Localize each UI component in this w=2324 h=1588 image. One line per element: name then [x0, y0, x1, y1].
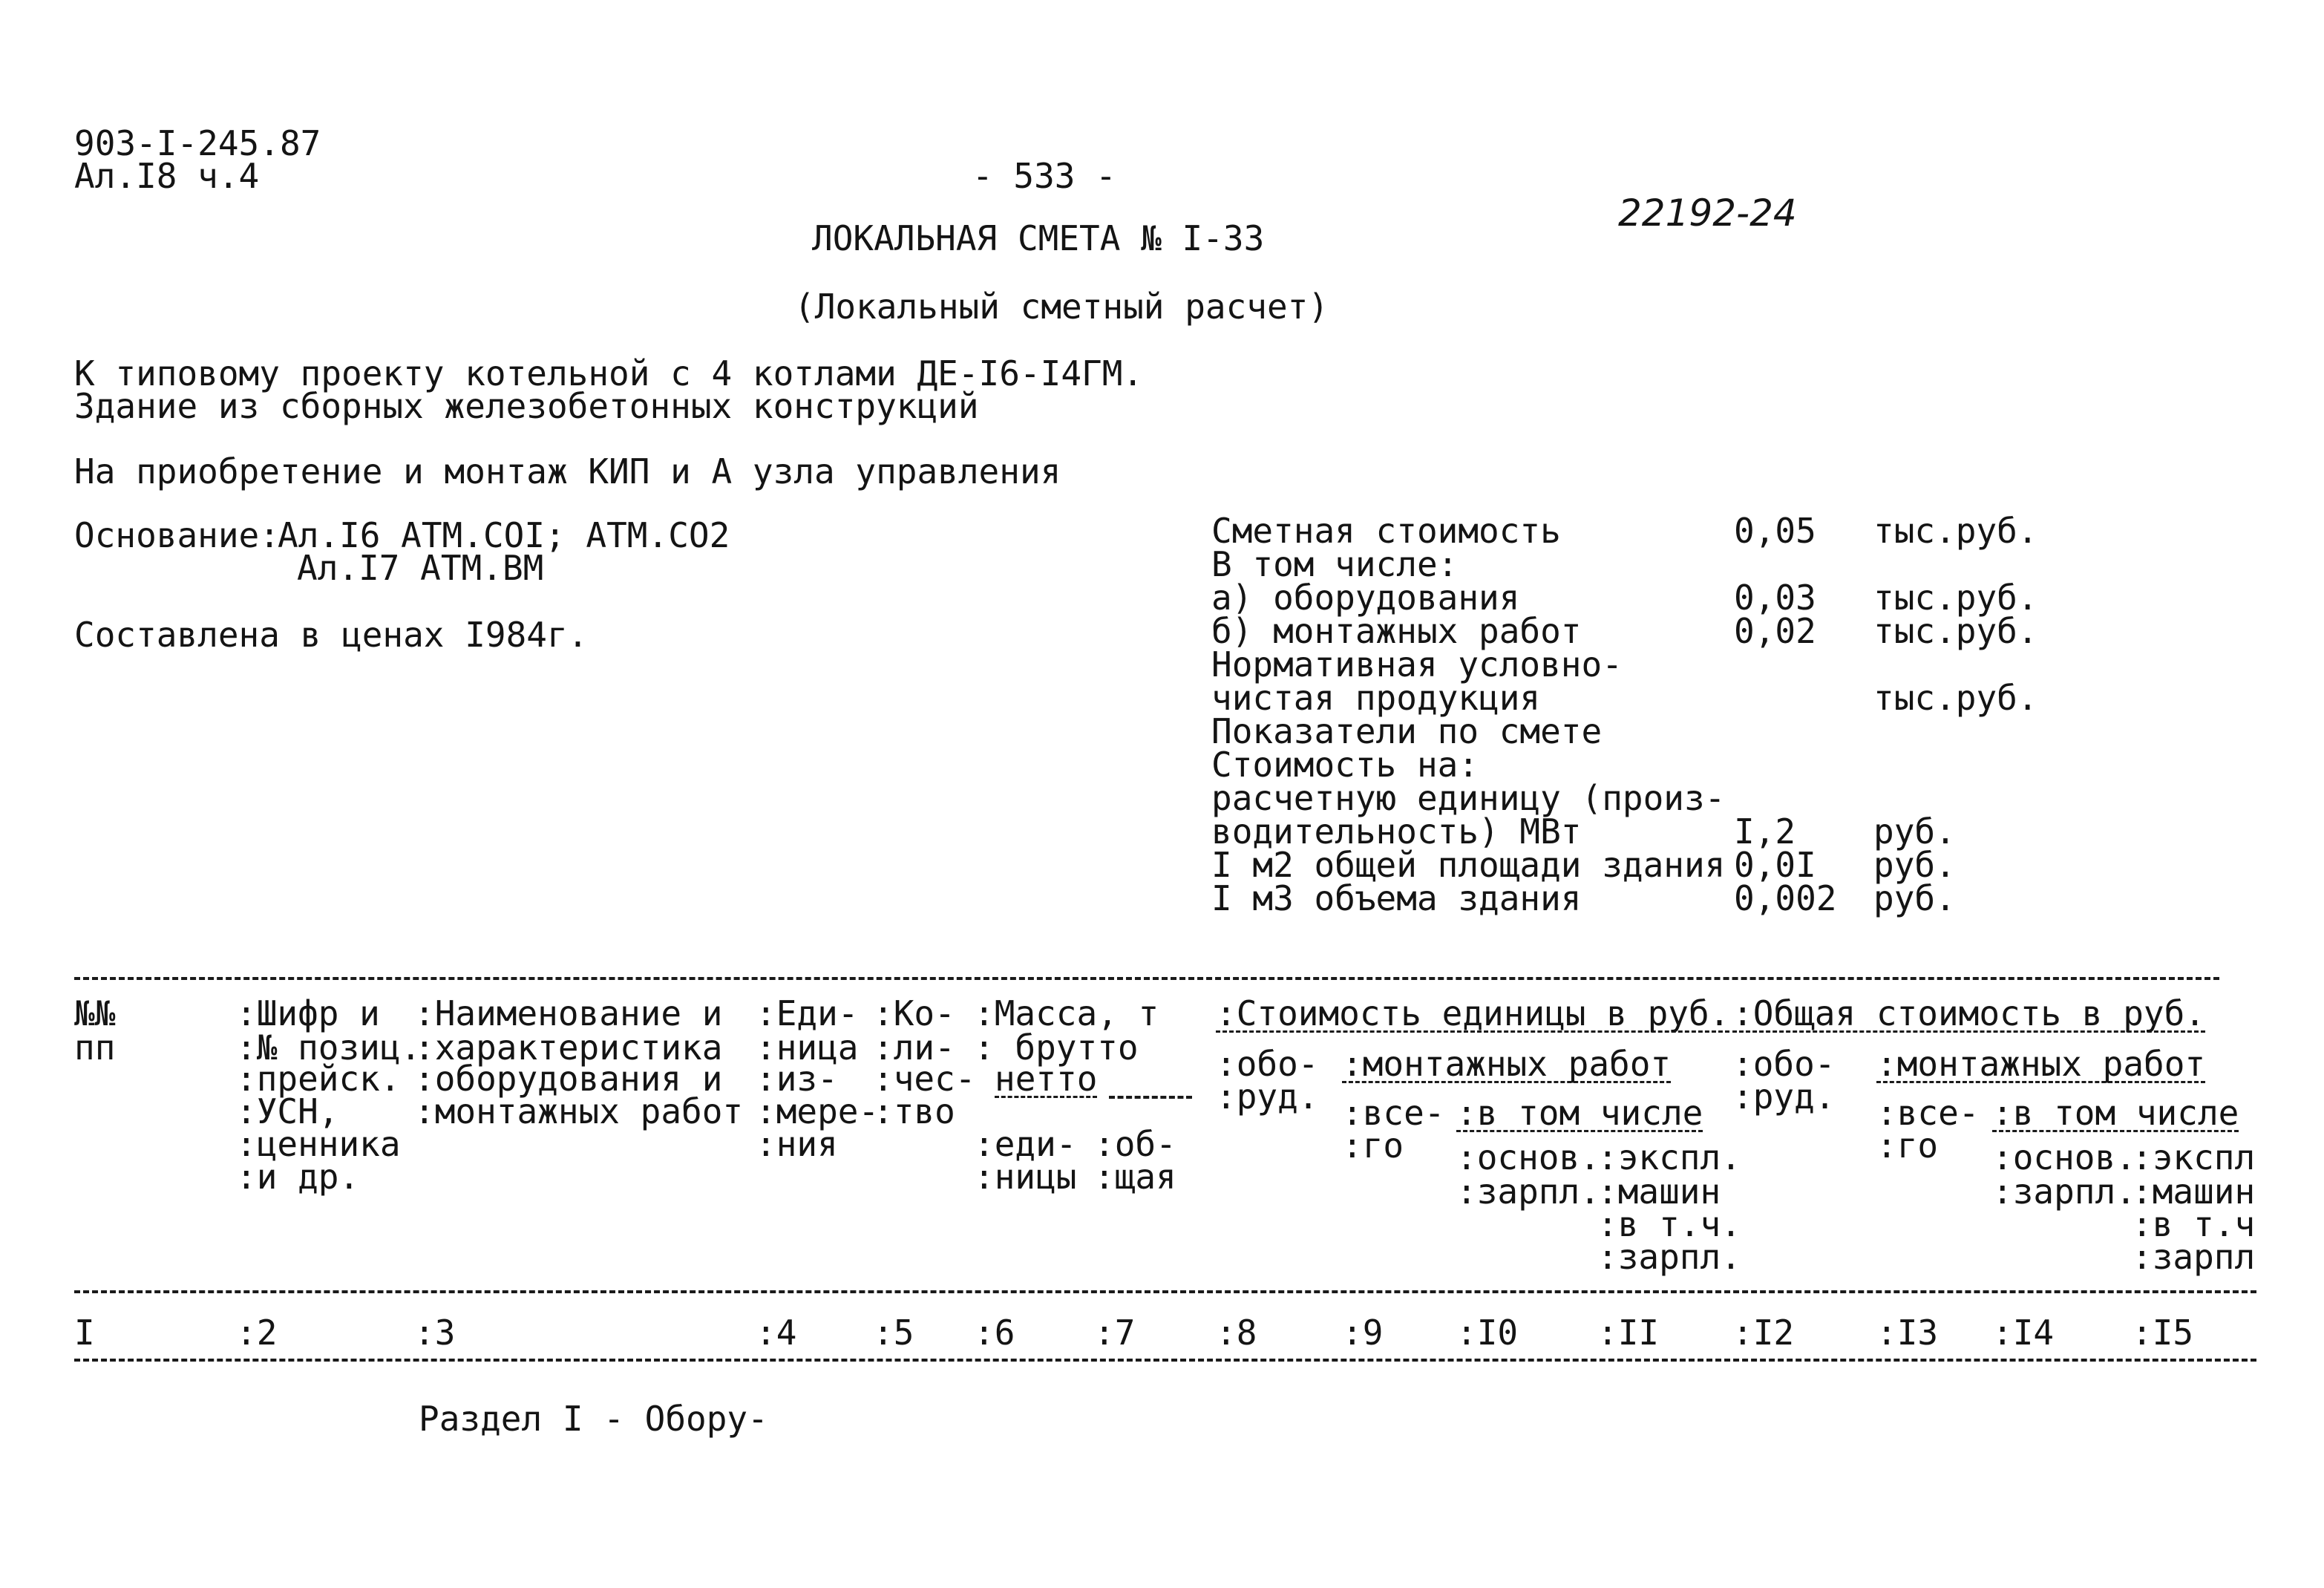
summary-label: I м2 общей площади здания: [1211, 845, 1726, 885]
total-install-header: :монтажных работ: [1876, 1044, 2206, 1084]
basis-line-1: Ал.I6 АТМ.СОI; АТМ.СО2: [278, 515, 730, 555]
total-equipment-header-2: :руд.: [1732, 1076, 1836, 1117]
col-number-header-1: №№: [74, 993, 116, 1033]
unit-equipment-header-1: :обо-: [1216, 1044, 1319, 1084]
summary-label: водительность) МВт: [1211, 811, 1582, 852]
summary-label: б) монтажных работ: [1211, 611, 1582, 651]
col-code-header-1: :Шифр и: [236, 993, 380, 1033]
basis-line-2: Ал.I7 АТМ.ВМ: [297, 548, 544, 588]
unit-machines-header-4: :зарпл.: [1597, 1237, 1741, 1277]
unit-machines-header-1: :экспл.: [1597, 1137, 1741, 1177]
table-numbers-rule: [74, 1359, 2256, 1362]
summary-label: чистая продукция: [1211, 678, 1541, 718]
summary-label: Стоимость на:: [1211, 745, 1479, 785]
column-number: :9: [1342, 1313, 1384, 1353]
unit-install-total-header-2: :го: [1342, 1125, 1404, 1166]
col-quantity-header-4: :тво: [873, 1091, 955, 1131]
summary-unit: тыс.руб.: [1873, 511, 2038, 551]
summary-label: расчетную единицу (произ-: [1211, 778, 1726, 818]
total-machines-header-1: :экспл: [2132, 1137, 2256, 1177]
total-machines-header-4: :зарпл: [2132, 1237, 2256, 1277]
mass-unit-header-2: :ницы: [974, 1157, 1077, 1197]
mass-total-header-2: :щая: [1094, 1157, 1176, 1197]
total-machines-header-2: :машин: [2132, 1172, 2256, 1212]
col-quantity-header-3: :чес-: [873, 1059, 976, 1099]
col-name-header-1: :Наименование и: [414, 993, 723, 1033]
summary-label: Сметная стоимость: [1211, 511, 1561, 551]
column-number: :2: [236, 1313, 278, 1353]
mass-gross-header: : брутто: [974, 1027, 1139, 1068]
section-title: Раздел I - Обору-: [419, 1399, 768, 1439]
col-unit-header-2: :ница: [756, 1027, 859, 1068]
summary-unit: руб.: [1873, 845, 1956, 885]
summary-value: 0,03: [1734, 578, 1816, 618]
col-quantity-header-2: :ли-: [873, 1027, 955, 1068]
total-install-total-header-1: :все-: [1876, 1093, 1980, 1133]
summary-unit: тыс.руб.: [1873, 611, 2038, 651]
summary-label: В том числе:: [1211, 544, 1459, 584]
unit-salary-header-1: :основ.: [1456, 1137, 1600, 1177]
page-title: ЛОКАЛЬНАЯ СМЕТА № I-33: [812, 218, 1265, 258]
sheet-number: Ал.I8 ч.4: [74, 156, 260, 196]
column-number: :5: [873, 1313, 914, 1353]
summary-unit: тыс.руб.: [1873, 578, 2038, 618]
summary-label: а) оборудования: [1211, 578, 1520, 618]
total-salary-header-1: :основ.: [1992, 1137, 2136, 1177]
col-name-header-3: :оборудования и: [414, 1059, 723, 1099]
col-code-header-5: :ценника: [236, 1124, 401, 1164]
unit-install-total-header-1: :все-: [1342, 1093, 1445, 1133]
summary-unit: тыс.руб.: [1873, 678, 2038, 718]
table-header-rule: [74, 1290, 2256, 1293]
column-number: :I3: [1876, 1313, 1939, 1353]
summary-value: 0,02: [1734, 611, 1816, 651]
total-equipment-header-1: :обо-: [1732, 1044, 1836, 1084]
summary-value: I,2: [1734, 811, 1796, 852]
column-number: :I4: [1992, 1313, 2055, 1353]
summary-unit: руб.: [1873, 811, 1956, 852]
column-number: :4: [756, 1313, 797, 1353]
mass-header: :Масса, т: [974, 993, 1159, 1033]
column-number: :I2: [1732, 1313, 1795, 1353]
unit-cost-header: :Стоимость единицы в руб.: [1216, 993, 1730, 1033]
basis-prices: Составлена в ценах I984г.: [74, 615, 589, 655]
col-unit-header-4: :мере-: [756, 1091, 880, 1131]
column-number: :3: [414, 1313, 456, 1353]
unit-equipment-header-2: :руд.: [1216, 1076, 1319, 1117]
unit-including-header: :в том числе: [1456, 1093, 1703, 1133]
unit-machines-header-2: :машин: [1597, 1172, 1721, 1212]
basis-label: Основание:: [74, 515, 280, 555]
unit-install-header: :монтажных работ: [1342, 1044, 1672, 1084]
summary-unit: руб.: [1873, 878, 1956, 918]
total-including-header: :в том числе: [1992, 1093, 2239, 1133]
summary-label: Показатели по смете: [1211, 711, 1603, 751]
mass-unit-header-1: :еди-: [974, 1124, 1077, 1164]
column-number: :I5: [2132, 1313, 2194, 1353]
col-number-header-2: пп: [74, 1027, 116, 1068]
summary-value: 0,002: [1734, 878, 1837, 918]
page-number: - 533 -: [972, 156, 1116, 196]
project-line-1: К типовому проекту котельной с 4 котлами ДЕ-I6-I4ГМ.: [74, 353, 1144, 393]
total-cost-header: :Общая стоимость в руб.: [1732, 993, 2205, 1033]
col-name-header-4: :монтажных работ: [414, 1091, 744, 1131]
mass-total-header-1: :об-: [1094, 1124, 1176, 1164]
summary-label: Нормативная условно-: [1211, 644, 1623, 684]
col-code-header-4: :УСН,: [236, 1091, 339, 1131]
column-number: :8: [1216, 1313, 1257, 1353]
table-top-rule: [74, 977, 2219, 980]
summary-value: 0,05: [1734, 511, 1816, 551]
total-salary-header-2: :зарпл.: [1992, 1172, 2136, 1212]
mass-net-header: нетто: [995, 1059, 1098, 1099]
col-name-header-2: :характеристика: [414, 1027, 723, 1068]
col-unit-header-5: :ния: [756, 1124, 838, 1164]
column-number: :II: [1597, 1313, 1660, 1353]
unit-machines-header-3: :в т.ч.: [1597, 1204, 1741, 1244]
project-line-2: Здание из сборных железобетонных конструкций: [74, 386, 979, 426]
col-code-header-6: :и др.: [236, 1157, 360, 1197]
column-number: :6: [974, 1313, 1015, 1353]
col-code-header-2: :№ позиц.: [236, 1027, 422, 1068]
page-subtitle: (Локальный сметный расчет): [794, 287, 1329, 327]
registration-number: 22192-24: [1618, 192, 1797, 235]
mass-net-rule: [1109, 1096, 1192, 1099]
total-install-total-header-2: :го: [1876, 1125, 1939, 1166]
total-machines-header-3: :в т.ч: [2132, 1204, 2256, 1244]
document-number: 903-I-245.87: [74, 123, 321, 163]
summary-label: I м3 объема здания: [1211, 878, 1582, 918]
col-code-header-3: :прейск.: [236, 1059, 401, 1099]
col-quantity-header-1: :Ко-: [873, 993, 955, 1033]
summary-value: 0,0I: [1734, 845, 1816, 885]
column-number: :7: [1094, 1313, 1136, 1353]
unit-salary-header-2: :зарпл.: [1456, 1172, 1600, 1212]
column-number: :I0: [1456, 1313, 1519, 1353]
col-unit-header-3: :из-: [756, 1059, 838, 1099]
col-unit-header-1: :Еди-: [756, 993, 859, 1033]
column-number: I: [74, 1313, 95, 1353]
project-purpose: На приобретение и монтаж КИП и А узла управления: [74, 451, 1061, 491]
